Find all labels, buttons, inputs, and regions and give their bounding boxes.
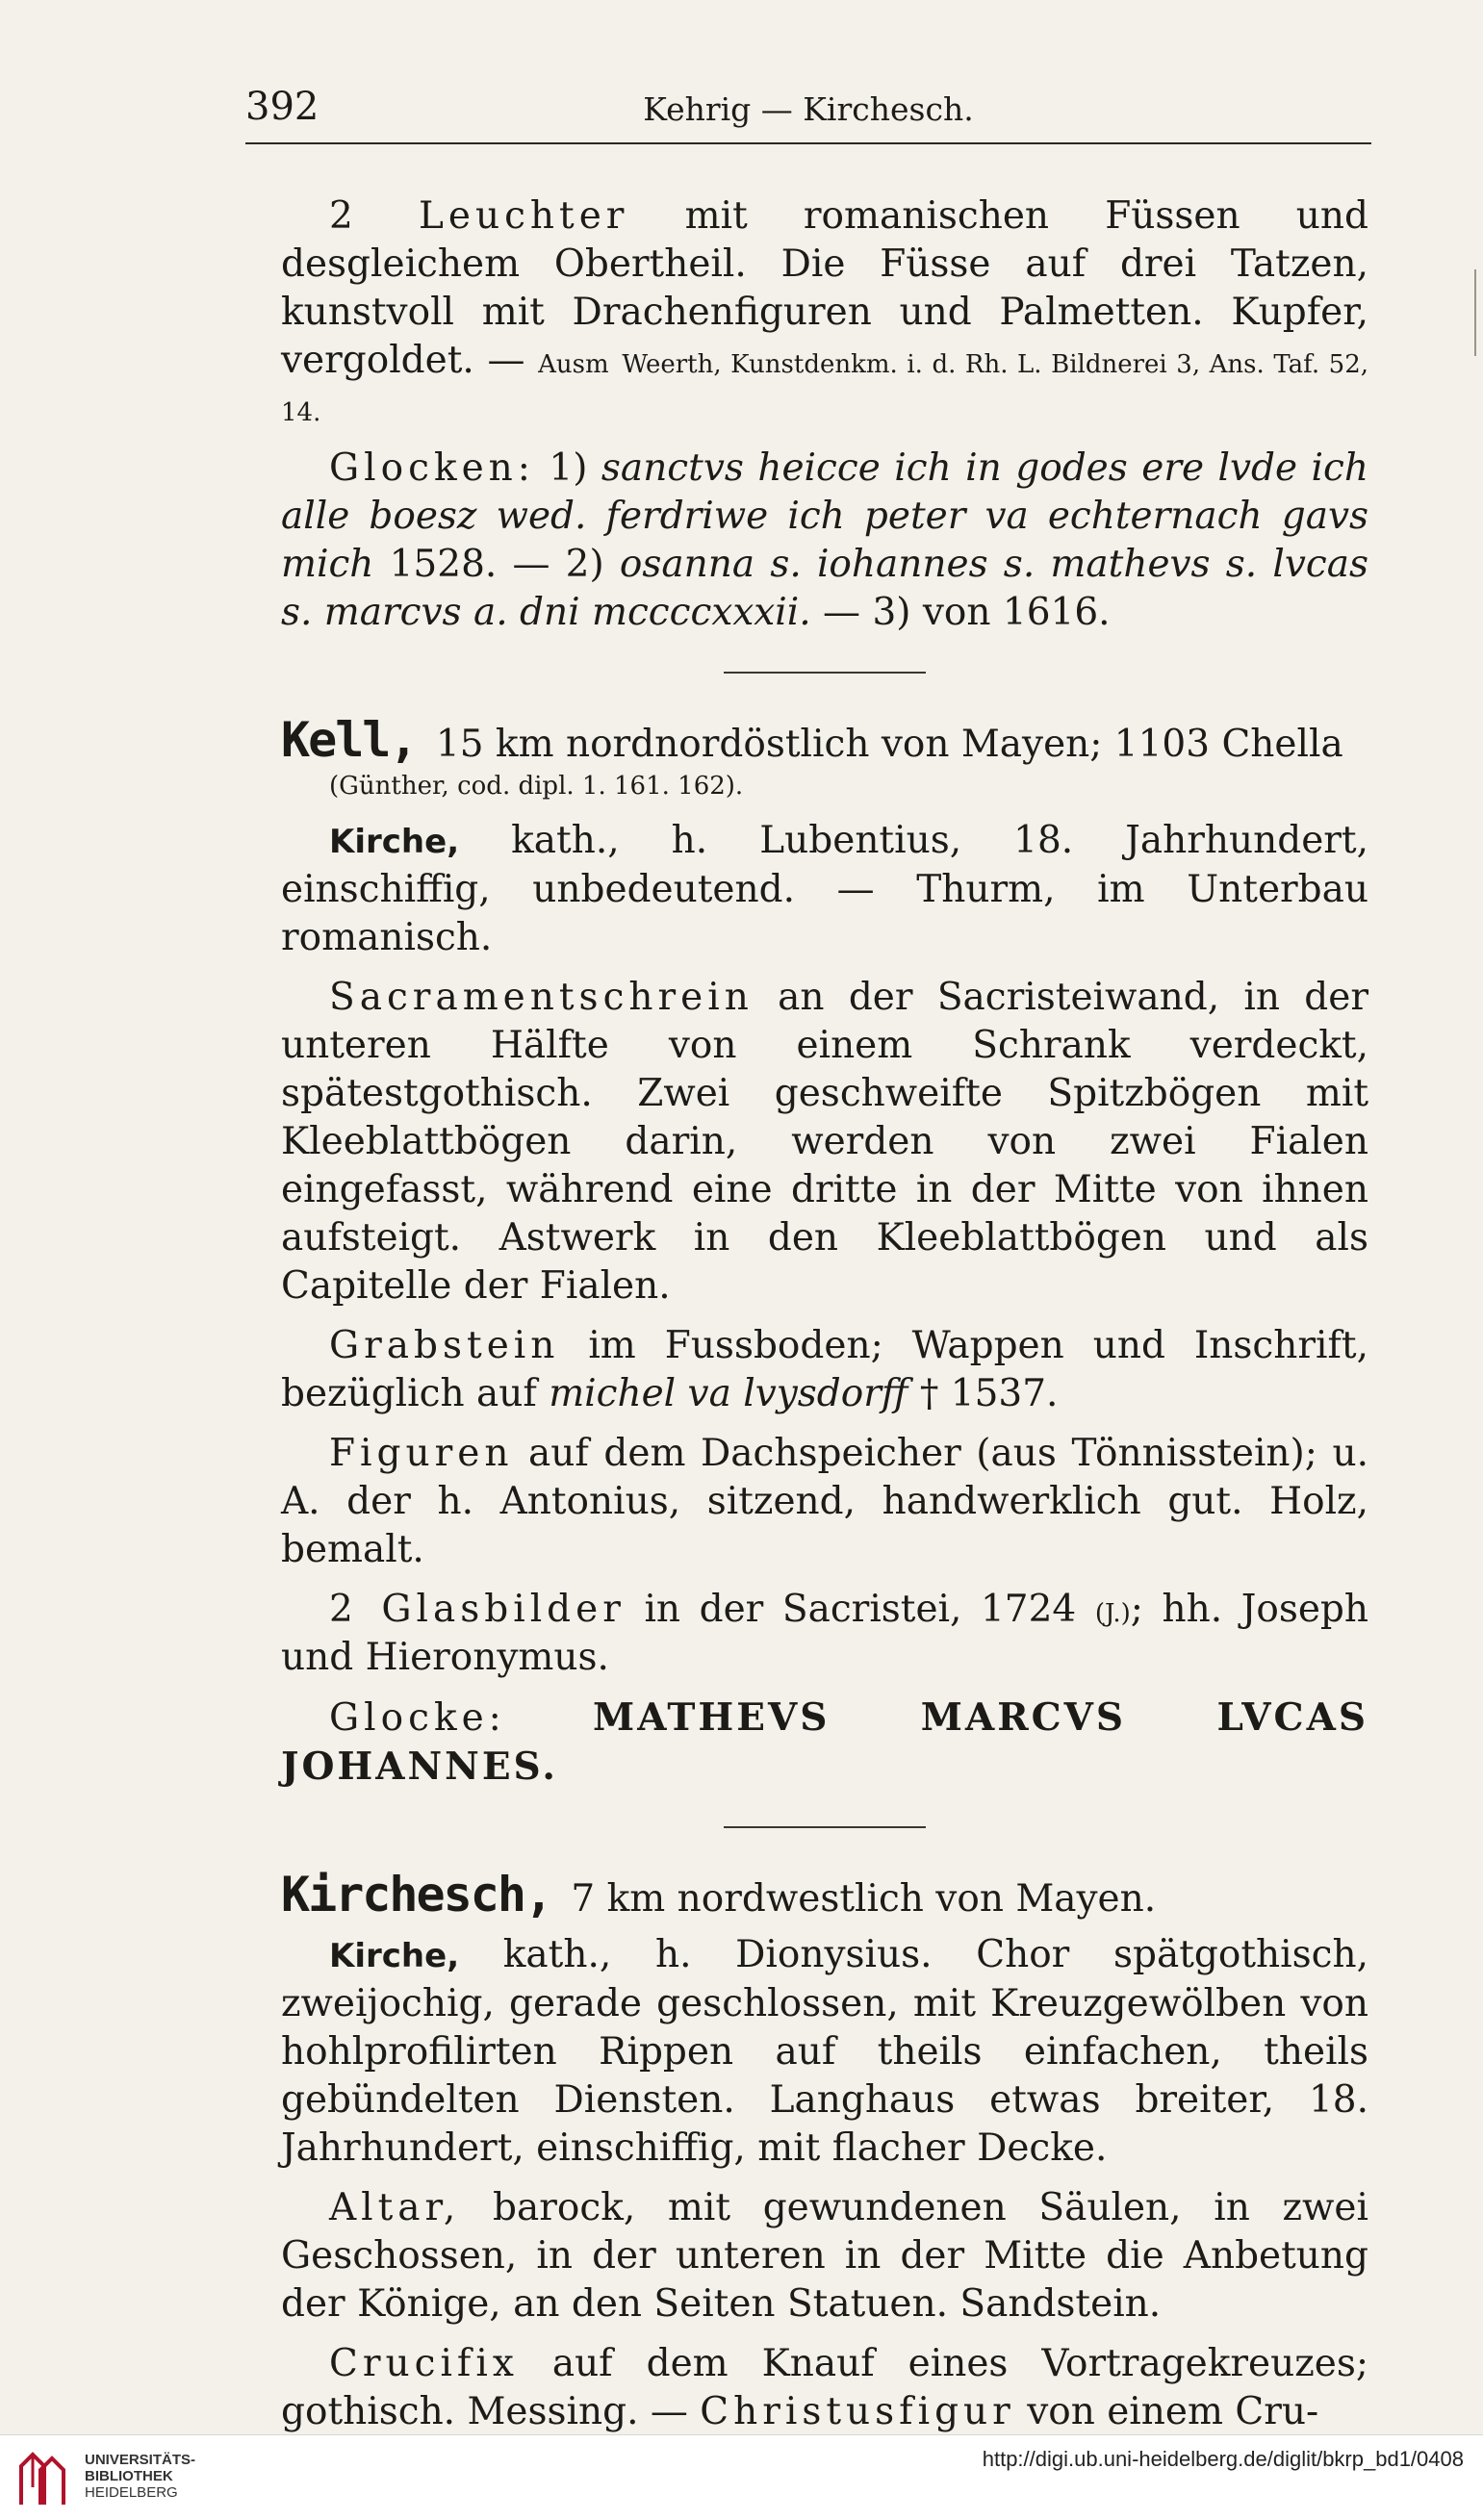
reference: Weerth, Kunstdenkm. i. d. Rh. L. Bildnerei 3, Ans. Taf. 52, 14. [281,350,1368,427]
lead-term: Crucifix [329,2342,519,2385]
paragraph-text: kath., h. Dionysius. Chor spätgothisch, zweijochig, gerade geschlossen, mit Kreuzgewölben von hohlprofilirten Rippen auf theils einfachen, theils gebündelten Diensten. Langhaus etwas breiter, 18. Jahrhundert, einschiffig, mit flacher Decke. [281,1933,1368,2170]
paragraph-text: auf dem Dachspeicher (aus Tönnisstein); u. A. der h. Antonius, sitzend, handwerklich gut. Holz, bemalt. [281,1432,1368,1571]
paragraph-text: von einem Cru- [1014,2390,1319,2433]
paragraph-kirche [281,1931,1368,2173]
paragraph-text: † 1537. [908,1372,1059,1415]
reference: Ausm [538,350,609,379]
place-intro: 7 km nordwestlich von Mayen. [559,1877,1157,1921]
bell-inscription: MATHEVS MARCVS LVCAS JOHANNES. [281,1695,1368,1789]
paragraph-text: 1) [534,446,601,490]
paragraph-text: ; hh. Joseph und Hieronymus. [281,1588,1368,1679]
lead-term: Kirche, [329,823,460,861]
page-number: 392 [245,85,320,129]
paragraph-text: an der Sacristeiwand, in der unteren Hälfte von einem Schrank verdeckt, spätestgothisch. Zwei geschweifte Spitzbögen mit Kleeblattbögen darin, werden von zwei Fialen eingefasst, während eine dritte in der Mitte von ihnen aufsteigt. Astwerk in den Kleeblattbögen und als Capitelle der Fialen. [281,976,1368,1308]
lead-term: Figuren [329,1432,514,1475]
place-name: Kell, [281,712,417,768]
paragraph-leuchter [281,192,1368,433]
paragraph-grabstein [281,1322,1368,1418]
viewer-footer [0,2434,1483,2520]
paragraph-figuren [281,1430,1368,1574]
permalink-url[interactable]: http://digi.ub.uni-heidelberg.de/diglit/bkrp_bd1/0408 [982,2447,1464,2471]
entry-heading-kirchesch [281,1867,1368,1923]
paragraph-text: 1528. — 2) [373,543,620,586]
paragraph-crucifix [281,2340,1368,2436]
paragraph-glocke [281,1693,1368,1792]
library-name: UNIVERSITÄTS- BIBLIOTHEK HEIDELBERG [85,2452,196,2501]
paragraph-text: — 3) von 1616. [810,591,1111,634]
paragraph-text: im Fussboden; Wappen und Inschrift, bezüglich auf [281,1324,1368,1415]
place-intro: 15 km nordnordöstlich von Mayen; 1103 Chella [423,723,1343,766]
section-divider [724,672,926,674]
entry-heading-kell [281,712,1368,769]
lead-term: Kirche, [329,1937,460,1975]
bell-inscription: osanna s. iohannes s. mathevs s. lvcas s. marcvs a. dni mccccxxxii. [281,543,1368,634]
lead-term: 2 Leuchter [329,194,629,238]
bell-inscription: sanctvs heicce ich in godes ere lvde ich alle boesz wed. ferdriwe ich peter va echternach gavs mich [281,446,1368,586]
library-logo-icon [13,2449,71,2508]
paragraph-text: kath., h. Lubentius, 18. Jahrhundert, einschiffig, unbedeutend. — Thurm, im Unterbau romanisch. [281,819,1368,959]
place-name: Kirchesch, [281,1867,552,1922]
lead-term: Glocken: [329,446,535,490]
paragraph-text: barock, mit gewundenen Säulen, in zwei Geschossen, in der unteren in der Mitte die Anbetung der Könige, an den Seiten Statuen. Sandstein. [281,2186,1368,2326]
lead-term: Sacramentschrein [329,976,754,1019]
running-title: Kehrig — Kirchesch. [643,90,974,128]
page-body [281,192,1368,2448]
lead-term: Altar, [329,2186,461,2229]
author-initial: (J.) [1094,1599,1131,1628]
paragraph-glocken [281,445,1368,637]
lead-term: 2 Glasbilder [329,1588,626,1631]
paragraph-glasbilder [281,1586,1368,1682]
paragraph-text: mit romanischen Füssen und desgleichem Obertheil. Die Füsse auf drei Tatzen, kunstvoll mit Drachenfiguren und Palmetten. Kupfer, vergoldet. — [281,194,1368,382]
paragraph-text: in der Sacristei, 1724 [625,1588,1095,1631]
lead-term: Christusfigur [700,2390,1015,2433]
paragraph-sacramentschrein [281,974,1368,1311]
lead-term: Grabstein [329,1324,560,1367]
section-divider [724,1826,926,1828]
paragraph-kirche [281,817,1368,962]
page-header [245,85,1371,144]
paragraph-text: auf dem Knauf eines Vortragekreuzes; gothisch. Messing. — [281,2342,1368,2433]
source-reference: (Günther, cod. dipl. 1. 161. 162). [329,772,744,801]
scan-edge-mark [1474,269,1476,356]
paragraph-altar [281,2184,1368,2329]
tomb-inscription: michel va lvysdorff [549,1372,908,1415]
lead-term: Glocke: [329,1696,506,1740]
